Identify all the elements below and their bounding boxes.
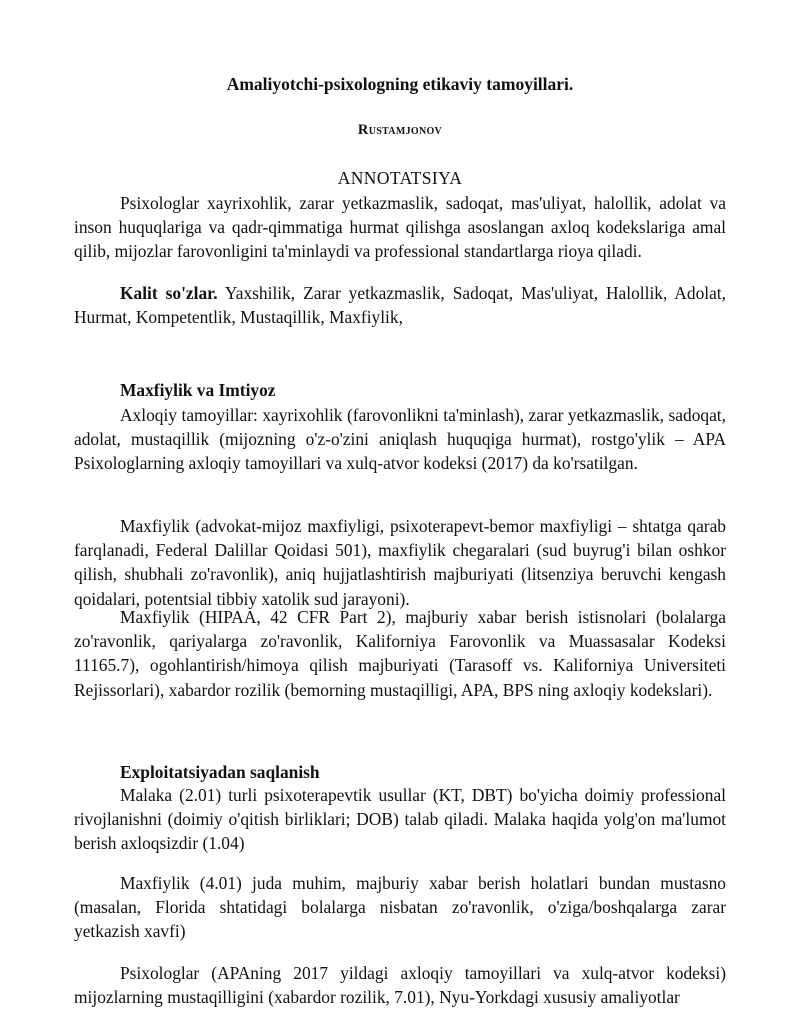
annotation-heading: ANNOTATSIYA [337,168,463,188]
section-heading-confidentiality: Maxfiylik va Imtiyoz [120,380,276,400]
section-heading-exploitation: Exploitatsiyadan saqlanish [120,762,320,782]
keywords-list: Yaxshilik, Zarar yetkazmaslik, Sadoqat, Mas'uliyat, Halollik, Adolat, Hurmat, Kompetentlik, Mustaqillik, Maxfiylik, [74,283,726,328]
section1-paragraph: Maxfiylik (advokat-mijoz maxfiyligi, psixoterapevt-bemor maxfiyligi – shtatga qarab farqlanadi, Federal Dalillar Qoidasi 501), maxfiylik chegaralari (sud buyrug'i bilan oshkor qilish, shubhali zo'ravonlik), aniq hujjatlashtirish majburiyati (litsenziya beruvchi kengash qoidalari, potentsial tibbiy xatolik sud jarayoni). [74,516,726,609]
annotation-paragraph: Psixologlar xayrixohlik, zarar yetkazmaslik, sadoqat, mas'uliyat, halollik, adolat va inson huquqlariga va qadr-qimmatiga hurmat qilishga asoslangan axloq kodekslariga amal qilib, mijozlar farovonligini ta'minlaydi va professional standartlarga rioya qiladi. [74,193,726,262]
keywords-paragraph [74,281,726,329]
section2-paragraph: Malaka (2.01) turli psixoterapevtik usullar (KT, DBT) bo'yicha doimiy professional rivojlanishni (doimiy o'qitish birliklari; DOB) talab qiladi. Malaka haqida yolg'on ma'lumot berish axloqsizdir (1.04) [74,785,726,854]
section1-paragraph: Maxfiylik (HIPAA, 42 CFR Part 2), majburiy xabar berish istisnolari (bolalarga zo'ravonlik, qariyalarga zo'ravonlik, Kaliforniya Farovonlik va Muassasalar Kodeksi 11165.7), ogohlantirish/himoya qilish majburiyati (Tarasoff vs. Kaliforniya Universiteti Rejissorlari), xabardor rozilik (bemorning mustaqilligi, APA, BPS ning axloqiy kodekslari). [74,607,726,700]
section2-paragraph: Psixologlar (APAning 2017 yildagi axloqiy tamoyillari va xulq-atvor kodeksi) mijozlarning mustaqilligini (xabardor rozilik, 7.01), Nyu-Yorkdagi xususiy amaliyotlar [74,963,726,1008]
document-author: Rustamjonov [357,122,443,138]
section2-paragraph: Maxfiylik (4.01) juda muhim, majburiy xabar berish holatlari bundan mustasno (masalan, Florida shtatidagi bolalarga nisbatan zo'ravonlik, o'ziga/boshqalarga zarar yetkazish xavfi) [74,873,726,942]
document-title: Amaliyotchi-psixologning etikaviy tamoyillari. [226,74,574,94]
keywords-label: Kalit so'zlar. [120,283,218,303]
section1-paragraph: Axloqiy tamoyillar: xayrixohlik (farovonlikni ta'minlash), zarar yetkazmaslik, sadoqat, adolat, mustaqillik (mijozning o'z-o'zini aniqlash huquqiga hurmat), rostgo'ylik – APA Psixologlarning axloqiy tamoyillari va xulq-atvor kodeksi (2017) da ko'rsatilgan. [74,405,726,474]
